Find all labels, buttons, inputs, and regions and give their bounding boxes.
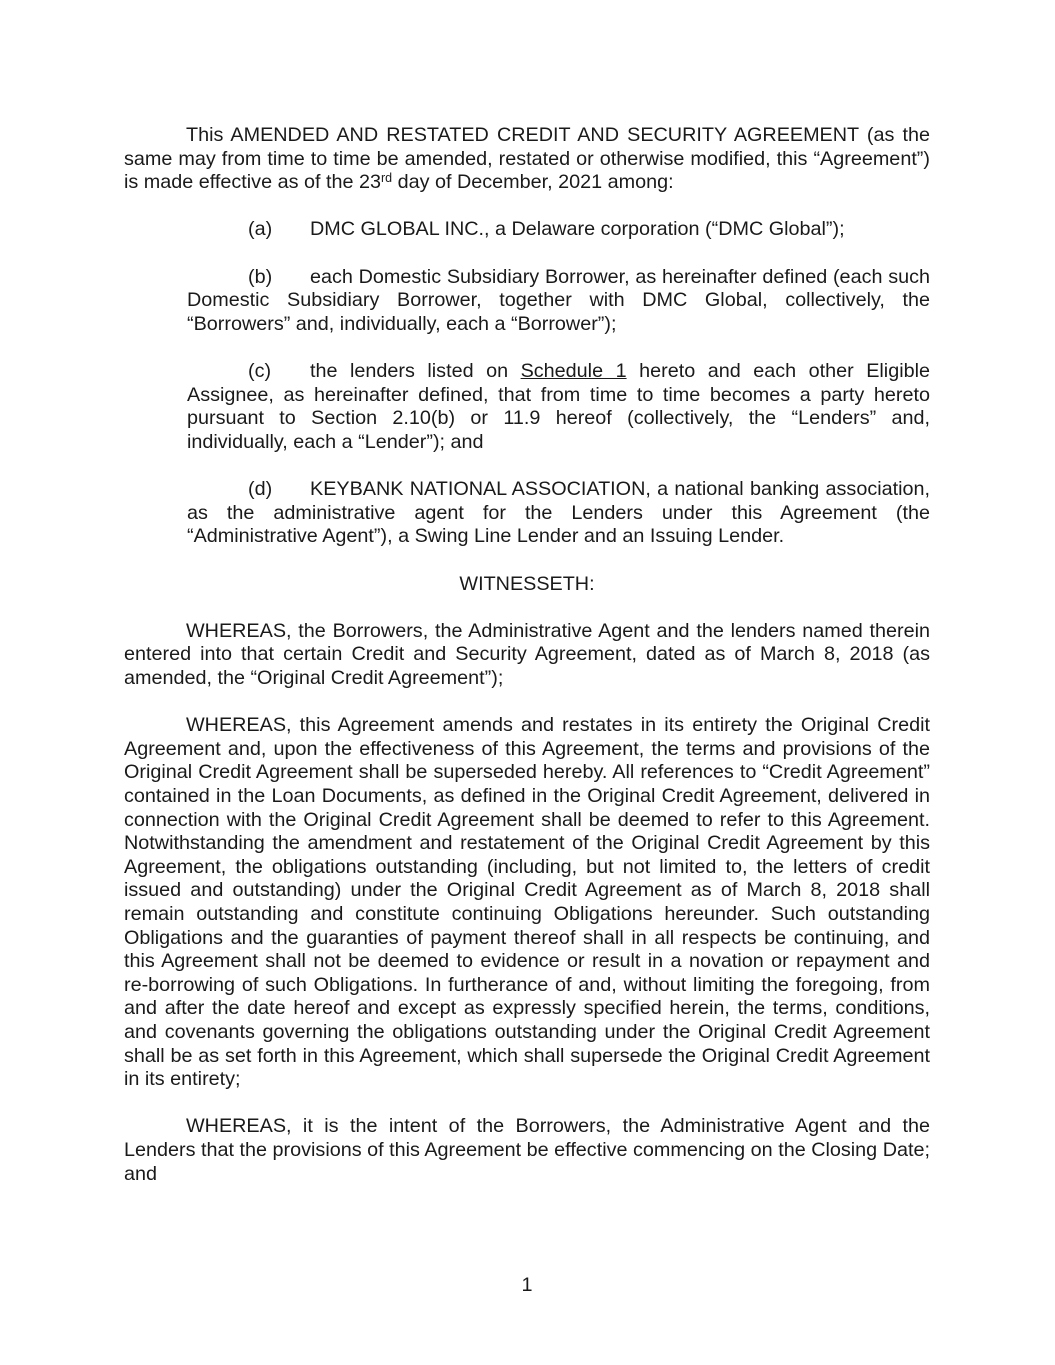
party-item-a xyxy=(187,218,930,242)
intro-text-post: day of December, 2021 among: xyxy=(392,171,674,194)
party-item-c xyxy=(187,360,930,454)
document-body xyxy=(124,124,930,1210)
whereas-paragraph-2: WHEREAS, this Agreement amends and restates in its entirety the Original Credit Agreement and, upon the effectiveness of this Agreement, the terms and provisions of the Original Credit Agreement shall be superseded hereby. All references to “Credit Agreement” contained in the Loan Documents, as defined in the Original Credit Agreement, delivered in connection with the Original Credit Agreement shall be deemed to refer to this Agreement. Notwithstanding the amendment and restatement of the Original Credit Agreement by this Agreement, the obligations outstanding (including, but not limited to, the letters of credit issued and outstanding) under the Original Credit Agreement as of March 8, 2018 shall remain outstanding and constitute continuing Obligations hereunder. Such outstanding Obligations and the guaranties of payment thereof shall in all respects be continuing, and this Agreement shall not be deemed to evidence or result in a novation or repayment and re-borrowing of such Obligations. In furtherance of and, without limiting the foregoing, from and after the date hereof and except as expressly specified herein, the terms, conditions, and covenants governing the obligations outstanding under the Original Credit Agreement shall be as set forth in this Agreement, which shall supersede the Original Credit Agreement in its entirety; xyxy=(124,714,930,1091)
party-label-a: (a) xyxy=(248,218,273,241)
whereas-paragraph-3: WHEREAS, it is the intent of the Borrowers, the Administrative Agent and the Lenders that the provisions of this Agreement be effective commencing on the Closing Date; and xyxy=(124,1115,930,1185)
party-text-b: each Domestic Subsidiary Borrower, as hereinafter defined (each such Domestic Subsidiary Borrower, together with DMC Global, collectively, the “Borrowers” and, individually, each a “Borrower”); xyxy=(187,265,930,335)
party-text-c-pre: the lenders listed on xyxy=(310,359,521,382)
party-text-a: DMC GLOBAL INC., a Delaware corporation (“DMC Global”); xyxy=(310,218,845,241)
party-text-c-post: hereto and each other Eligible Assignee, as hereinafter defined, that from time to time becomes a party hereto pursuant to Section 2.10(b) or 11.9 hereof (collectively, the “Lenders” and, individually, each a “Lender”); and xyxy=(187,359,930,453)
party-item-d xyxy=(187,478,930,549)
party-text-d: KEYBANK NATIONAL ASSOCIATION, a national banking association, as the administrative agent for the Lenders under this Agreement (the “Administrative Agent”), a Swing Line Lender and an Issuing Lender. xyxy=(187,477,930,548)
intro-text-pre: This AMENDED AND RESTATED CREDIT AND SECURITY AGREEMENT (as the same may from time to time be amended, restated or otherwise modified, this “Agreement”) is made effective as of the 23 xyxy=(124,124,930,194)
party-item-b xyxy=(187,266,930,337)
intro-paragraph xyxy=(124,124,930,195)
page-number: 1 xyxy=(521,1274,533,1296)
schedule-1-reference: Schedule 1 xyxy=(520,359,627,382)
party-label-d: (d) xyxy=(248,477,273,500)
party-label-b: (b) xyxy=(248,265,273,288)
witnesseth-heading: WITNESSETH: xyxy=(459,572,595,595)
whereas-paragraph-1: WHEREAS, the Borrowers, the Administrative Agent and the lenders named therein entered into that certain Credit and Security Agreement, dated as of March 8, 2018 (as amended, the “Original Credit Agreement”); xyxy=(124,619,930,690)
party-label-c: (c) xyxy=(248,359,272,382)
ordinal-superscript: rd xyxy=(380,171,393,186)
